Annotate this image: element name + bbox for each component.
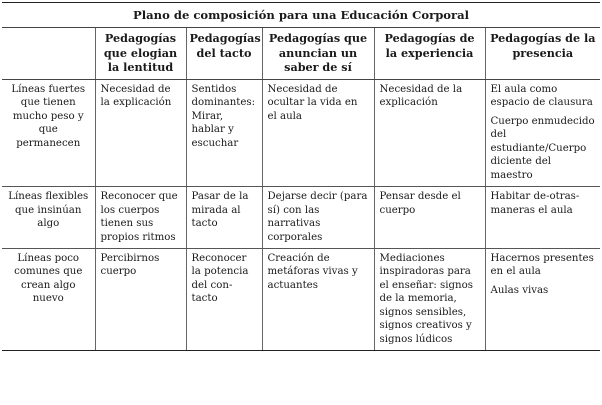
table-row	[2, 248, 600, 350]
header-experiencia: Pedagogías de la experiencia	[374, 28, 485, 80]
composition-table	[2, 2, 600, 351]
table-header-row	[2, 28, 600, 80]
cell-text: Cuerpo enmudecido del estudiante/Cuerpo diciente del maestro	[490, 115, 595, 181]
header-presencia: Pedagogías de la presencia	[485, 28, 600, 80]
table-cell	[95, 248, 186, 350]
cell-text: Dejarse decir (para sí) con las narrativas corporales	[267, 191, 368, 243]
header-saber-de-si: Pedagogías que anuncian un saber de sí	[262, 28, 374, 80]
table-cell	[262, 187, 374, 249]
cell-text: El aula como espacio de clausura	[490, 83, 593, 109]
row-label: Líneas poco comunes que crean algo nuevo	[2, 248, 95, 350]
table-title: Plano de composición para una Educación Corporal	[2, 3, 600, 28]
table-row	[2, 79, 600, 186]
table-cell	[95, 79, 186, 186]
cell-text: Sentidos dominantes: Mirar, hablar y escuchar	[191, 83, 256, 149]
cell-text: Habitar de-otras-maneras el aula	[490, 191, 580, 216]
header-tacto: Pedagogías del tacto	[186, 28, 262, 80]
table-cell	[374, 79, 485, 186]
cell-text: Aulas vivas	[490, 284, 549, 296]
table-cell	[485, 187, 600, 249]
table-title-row	[2, 3, 600, 28]
table-cell	[485, 248, 600, 350]
row-label: Líneas fuertes que tienen mucho peso y que permanecen	[2, 79, 95, 186]
header-blank	[2, 28, 95, 80]
table-cell	[485, 79, 600, 186]
cell-text: Percibirnos cuerpo	[100, 252, 160, 278]
cell-text: Necesidad de la explicación	[379, 83, 463, 109]
table-row	[2, 187, 600, 249]
cell-text: Pasar de la mirada al tacto	[191, 191, 249, 230]
table-cell	[186, 79, 262, 186]
table-cell	[186, 187, 262, 249]
cell-text: Reconocer la potencia del con-tacto	[191, 252, 249, 305]
cell-text: Pensar desde el cuerpo	[379, 191, 461, 216]
table-cell	[374, 248, 485, 350]
table-cell	[374, 187, 485, 249]
cell-text: Reconocer que los cuerpos tienen sus propios ritmos	[100, 191, 178, 243]
cell-text: Creación de metáforas vivas y actuantes	[267, 252, 358, 291]
table-cell	[262, 248, 374, 350]
table-cell	[95, 187, 186, 249]
cell-text: Hacernos presentes en el aula	[490, 252, 594, 278]
cell-text: Necesidad de la explicación	[100, 83, 172, 109]
row-label: Líneas flexibles que insinúan algo	[2, 187, 95, 249]
cell-text: Mediaciones inspiradoras para el enseñar: signos de la memoria, signos sensibles, signos creativos y signos lúdicos	[379, 252, 473, 345]
table-cell	[186, 248, 262, 350]
header-lentitud: Pedagogías que elogian la lentitud	[95, 28, 186, 80]
table-cell	[262, 79, 374, 186]
cell-text: Necesidad de ocultar la vida en el aula	[267, 83, 358, 122]
